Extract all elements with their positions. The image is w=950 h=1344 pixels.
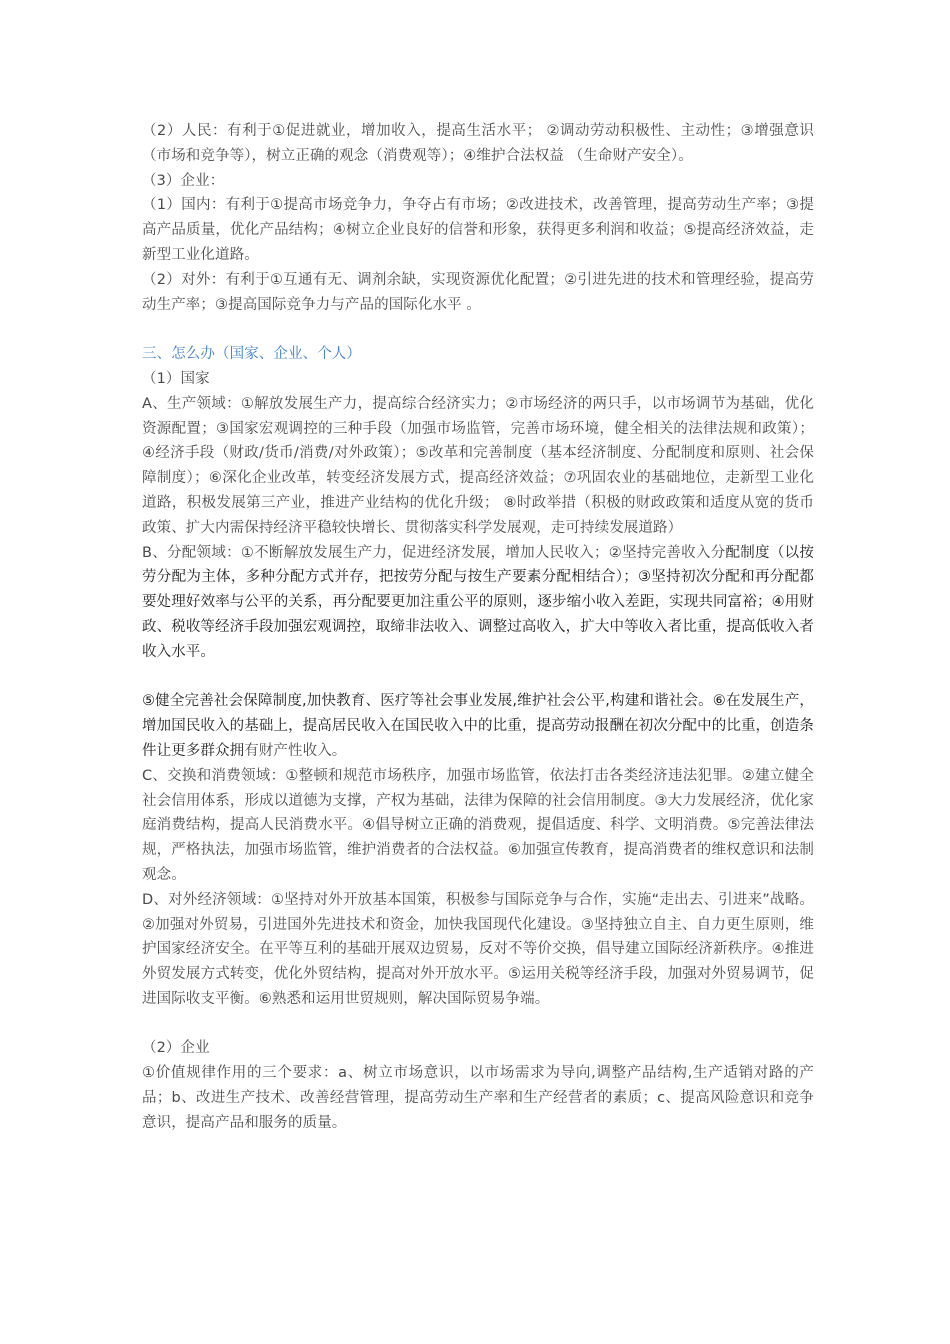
distribution-cont-text: ⑤健全完善社会保障制度,加快教育、医疗等社会事业发展,维护社会公平,构建和谐社会。⑥在发展生产，增加国民收入的基础上，提高居民收入在国民收入中的比重，提高劳动报酬在初次分配中的比重，创造条件让更多群众拥 bbox=[142, 693, 814, 759]
paragraph-value-law-requirements: ①价值规律作用的三个要求：a、树立市场意识，以市场需求为导向,调整产品结构,生产适销对路的产品；b、改进生产技术、改善经营管理，提高劳动生产率和生产经营者的素质；c、提高风险意识和竞争意识，提高产品和服务的质量。 bbox=[142, 1065, 814, 1131]
paragraph-enterprise2-label: （2）企业 bbox=[142, 1040, 210, 1057]
document-body bbox=[142, 119, 814, 1136]
spacer bbox=[142, 1012, 814, 1037]
distribution-start-text: B、分配领域：①不断解放发展生产力，促进经济发展，增加人民收入；②坚持完善收入分 bbox=[142, 544, 726, 561]
paragraph-enterprise-label: （3）企业： bbox=[142, 172, 225, 189]
paragraph-distribution-continued bbox=[142, 689, 814, 763]
distribution-tail-text: 有财产性收入。 bbox=[244, 742, 347, 759]
paragraph-production-field: A、生产领域：①解放发展生产力，提高综合经济实力；②市场经济的两只手，以市场调节为基础，优化资源配置；③国家宏观调控的三种手段（加强市场监管，完善市场环境，健全相关的法律法规和政策）；④经济手段（财政/货币/消费/对外政策）；⑤改革和完善制度（基本经济制度、分配制度和原则、社会保障制度）；⑥深化企业改革，转变经济发展方式，提高经济效益；⑦巩固农业的基础地位，走新型工业化道路，积极发展第三产业，推进产业结构的优化升级； ⑧时政举措（积极的财政政策和适度从宽的货币政策、扩大内需保持经济平稳较快增长、贯彻落实科学发展观，走可持续发展道路） bbox=[142, 395, 814, 536]
paragraph-enterprise-foreign: （2）对外：有利于①互通有无、调剂余缺，实现资源优化配置；②引进先进的技术和管理经验，提高劳动生产率；③提高国际竞争力与产品的国际化水平 。 bbox=[142, 271, 814, 313]
paragraph-distribution-field bbox=[142, 541, 814, 665]
paragraph-people-benefits: （2）人民：有利于①促进就业，增加收入，提高生活水平； ②调动劳动积极性、主动性；③增强意识（市场和竞争等），树立正确的观念（消费观等）；④维护合法权益 （生命财产安全）。 bbox=[142, 123, 814, 164]
paragraph-exchange-consumption-field: C、交换和消费领域：①整顿和规范市场秩序，加强市场监管，依法打击各类经济违法犯罪。②建立健全社会信用体系，形成以道德为支撑，产权为基础，法律为保障的社会信用制度。③大力发展经济，优化家庭消费结构，提高人民消费水平。④倡导树立正确的消费观，提倡适度、科学、文明消费。⑤完善法律法规，严格执法，加强市场监管，维护消费者的合法权益。⑥加强宣传教育，提高消费者的维权意识和法制观念。 bbox=[142, 767, 814, 883]
spacer bbox=[142, 317, 814, 342]
section-heading-what-to-do: 三、怎么办（国家、企业、个人） bbox=[142, 346, 361, 363]
spacer bbox=[142, 665, 814, 690]
paragraph-enterprise-domestic: （1）国内：有利于①提高市场竞争力，争夺占有市场；②改进技术，改善管理，提高劳动生产率；③提高产品质量，优化产品结构；④树立企业良好的信誉和形象，获得更多利润和收益；⑤提高经济效益，走新型工业化道路。 bbox=[142, 197, 814, 263]
distribution-rest-text: 配制度（以按劳分配为主体，多种分配方式并存，把按劳分配与按生产要素分配相结合）；③坚持初次分配和再分配都要处理好效率与公平的关系，再分配要更加注重公平的原则，逐步缩小收入差距，实现共同富裕；④用财政、税收等经济手段加强宏观调控，取缔非法收入、调整过高收入，扩大中等收入者比重，提高低收入者收入水平。 bbox=[142, 544, 814, 660]
paragraph-foreign-economy-field: D、对外经济领域：①坚持对外开放基本国策，积极参与国际竞争与合作，实施“走出去、引进来”战略。 ②加强对外贸易，引进国外先进技术和资金，加快我国现代化建设。③坚持独立自主、自力更生原则，维护国家经济安全。在平等互利的基础开展双边贸易，反对不等价交换，倡导建立国际经济新秩序。④推进外贸发展方式转变，优化外贸结构，提高对外开放水平。⑤运用关税等经济手段，加强对外贸易调节，促进国际收支平衡。⑥熟悉和运用世贸规则，解决国际贸易争端。 bbox=[142, 891, 814, 1007]
paragraph-country-label: （1）国家 bbox=[142, 370, 210, 387]
